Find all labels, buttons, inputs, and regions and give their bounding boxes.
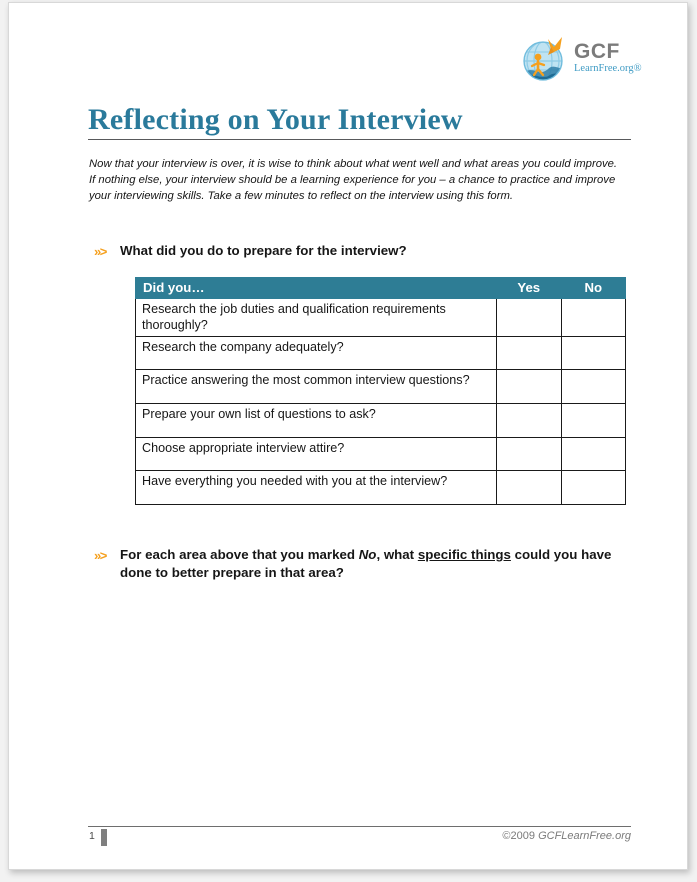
page-title: Reflecting on Your Interview — [88, 103, 463, 136]
q2-seg-underline: specific things — [417, 547, 511, 562]
no-checkbox-cell[interactable] — [561, 438, 626, 471]
row-question: Research the job duties and qualification requirements thoroughly? — [136, 299, 497, 337]
no-checkbox-cell[interactable] — [561, 337, 626, 370]
yes-checkbox-cell[interactable] — [497, 404, 562, 438]
yes-checkbox-cell[interactable] — [497, 438, 562, 471]
row-question: Have everything you needed with you at the interview? — [136, 471, 497, 505]
globe-logo-icon — [518, 31, 572, 83]
row-question: Research the company adequately? — [136, 337, 497, 370]
no-checkbox-cell[interactable] — [561, 471, 626, 505]
column-header-no: No — [561, 278, 626, 299]
question-1-text: What did you do to prepare for the interview? — [120, 243, 407, 258]
question-2 — [94, 546, 629, 582]
table-row — [136, 370, 626, 404]
question-1 — [94, 242, 614, 260]
no-checkbox-cell[interactable] — [561, 299, 626, 337]
no-checkbox-cell[interactable] — [561, 370, 626, 404]
yes-checkbox-cell[interactable] — [497, 337, 562, 370]
row-question: Practice answering the most common interview questions? — [136, 370, 497, 404]
column-header-yes: Yes — [497, 278, 562, 299]
table-row — [136, 404, 626, 438]
chevron-triple-icon: »> — [94, 548, 106, 563]
logo-gcf-text: GCF — [574, 40, 620, 63]
q2-seg-4: could you have done to better prepare in that area? — [120, 547, 612, 580]
page-number-bar — [101, 829, 107, 846]
intro-paragraph: Now that your interview is over, it is wise to think about what went well and what areas you could improve. If nothing else, your interview should be a learning experience for you – a chance to practice and improve your interviewing skills. Take a few minutes to reflect on the interview using this form. — [89, 158, 618, 203]
preparation-checklist-table — [135, 277, 626, 505]
gcf-learnfree-logo — [518, 31, 642, 83]
table-row — [136, 299, 626, 337]
q2-seg-2: , what — [376, 547, 418, 562]
table-row — [136, 337, 626, 370]
footer-divider — [88, 826, 631, 827]
q2-seg-0: For each area above that you marked — [120, 547, 359, 562]
title-divider — [88, 139, 631, 140]
logo-wordmark — [574, 41, 644, 74]
column-header-question: Did you… — [136, 278, 497, 299]
q2-seg-italic-no: No — [358, 547, 377, 562]
row-question: Prepare your own list of questions to ask? — [136, 404, 497, 438]
copyright-name: GCFLearnFree.org — [538, 830, 631, 842]
no-checkbox-cell[interactable] — [561, 404, 626, 438]
copyright-symbol: ©2009 — [502, 830, 539, 842]
chevron-triple-icon: »> — [94, 244, 106, 259]
yes-checkbox-cell[interactable] — [497, 471, 562, 505]
question-2-text — [120, 546, 629, 582]
table-row — [136, 438, 626, 471]
table-row — [136, 471, 626, 505]
yes-checkbox-cell[interactable] — [497, 299, 562, 337]
logo-learnfree-text: LearnFree.org® — [574, 63, 642, 74]
yes-checkbox-cell[interactable] — [497, 370, 562, 404]
copyright-notice — [309, 830, 631, 842]
document-page — [8, 2, 688, 870]
page-number: 1 — [89, 830, 95, 842]
row-question: Choose appropriate interview attire? — [136, 438, 497, 471]
table-header-row — [136, 278, 626, 299]
